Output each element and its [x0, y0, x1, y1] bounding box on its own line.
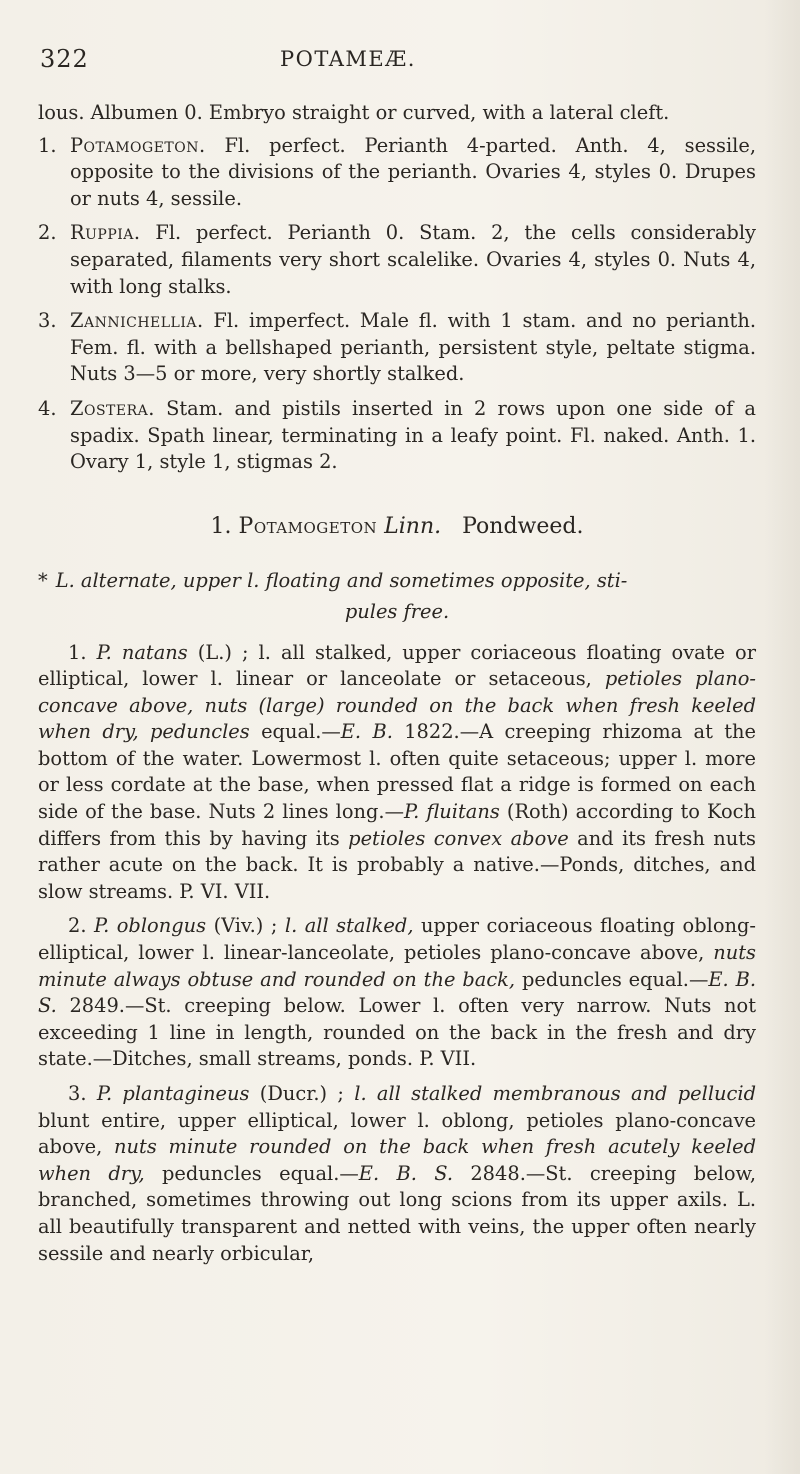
species-text: (Roth) according to Koch differs from this by having its: [38, 800, 757, 850]
entry-number: 3.: [38, 309, 57, 333]
species-entry: [38, 913, 756, 1073]
species-number: 1.: [68, 640, 87, 664]
genus-name: Potamogeton.: [70, 133, 206, 157]
variety-name: P. fluitans: [404, 800, 500, 824]
reference-abbrev: E. B. S.: [38, 967, 756, 1018]
entry-text: Fl. imperfect. Male fl. with 1 stam. and no perianth. Fem. fl. with a bellshaped perianth, persistent style, peltate stigma. Nuts 3—5 or more, very shortly stalked.: [70, 309, 756, 386]
page-edge-shadow: [764, 0, 800, 1474]
genus-heading-common-name: Pondweed.: [462, 513, 584, 539]
species-text: peduncles equal.—: [522, 967, 709, 991]
species-text: upper coriaceous floating oblong-elliptical, lower l. linear-lanceolate, petioles plano-concave above,: [38, 914, 756, 965]
running-title: POTAMEÆ.: [280, 47, 416, 71]
body-text: [38, 100, 756, 1267]
genus-name: Zannichellia.: [70, 309, 204, 333]
species-diagnosis-italic: petioles plano-concave above, nuts (large) rounded on the back when fresh keeled when dry, peduncles: [38, 667, 756, 744]
genus-heading-number: 1.: [210, 513, 232, 539]
entry-number: 1.: [38, 133, 57, 157]
species-diagnosis-italic: l. all stalked,: [284, 914, 414, 938]
species-text: 2848.—St. creeping below, branched, sometimes throwing out long scions from its upper axils. L. all beautifully transparent and netted with veins, the upper often nearly sessile and nearly orbicular,: [38, 1161, 756, 1265]
entry-text: Fl. perfect. Perianth 0. Stam. 2, the cells considerably separated, filaments very short scalelike. Ovaries 4, styles 0. Nuts 4, with long stalks.: [70, 221, 756, 298]
page-number: 322: [40, 45, 89, 73]
species-number: 3.: [68, 1082, 87, 1105]
species-text: (Viv.) ;: [213, 914, 278, 938]
species-name: P. plantagineus: [96, 1082, 250, 1105]
species-entry: [38, 1081, 756, 1267]
species-diagnosis-italic: nuts minute always obtuse and rounded on the back,: [38, 941, 756, 991]
entry-number: 2.: [38, 221, 57, 245]
species-name: P. natans: [96, 640, 188, 664]
genus-heading-author: Linn.: [384, 513, 442, 539]
section-text-line2: pules free.: [344, 599, 450, 623]
section-text-line1: L. alternate, upper l. floating and sometimes opposite, sti-: [55, 569, 628, 593]
genus-key-entry: [38, 220, 756, 300]
entry-text: Stam. and pistils inserted in 2 rows upon one side of a spadix. Spath linear, terminating in a leafy point. Fl. naked. Anth. 1. Ovary 1, style 1, stigmas 2.: [70, 396, 756, 474]
genus-heading: [38, 514, 756, 541]
species-text: (Ducr.) ;: [259, 1082, 344, 1105]
section-mark: *: [38, 569, 48, 593]
species-text: and its fresh nuts rather acute on the back. It is probably a native.—Ponds, ditches, and slow streams. P. VI. VII.: [38, 826, 756, 903]
species-text: (L.) ; l. all stalked, upper coriaceous floating ovate or elliptical, lower l. linear or lanceolate or setaceous,: [38, 640, 756, 691]
entry-text: Fl. perfect. Perianth 4-parted. Anth. 4, sessile, opposite to the divisions of the perianth. Ovaries 4, styles 0. Drupes or nuts 4, sessile.: [70, 133, 756, 210]
species-text: 1822.—A creeping rhizoma at the bottom of the water. Lowermost l. often quite setaceous; upper l. more or less cordate at the base, when pressed flat a ridge is formed on each side of the base. Nuts 2 lines long.—: [38, 720, 756, 824]
species-text: equal.—: [261, 720, 341, 744]
species-diagnosis-italic: petioles convex above: [348, 826, 569, 850]
species-text: peduncles equal.—: [161, 1161, 359, 1185]
genus-heading-name: Potamogeton: [238, 513, 378, 539]
species-number: 2.: [68, 914, 87, 938]
species-text: blunt entire, upper elliptical, lower l. oblong, petioles plano-concave above,: [38, 1108, 756, 1159]
intro-paragraph: lous. Albumen 0. Embryo straight or curved, with a lateral cleft.: [38, 101, 670, 124]
genus-name: Ruppia.: [70, 221, 141, 245]
genus-key-entry: [38, 396, 756, 476]
genus-key-entry: [38, 133, 756, 213]
reference-abbrev: E. B.: [340, 720, 393, 744]
section-heading: [38, 568, 756, 625]
species-diagnosis-italic: nuts minute rounded on the back when fresh acutely keeled when dry,: [38, 1135, 756, 1185]
genus-name: Zostera.: [70, 396, 155, 420]
reference-abbrev: E. B. S.: [358, 1161, 453, 1185]
entry-number: 4.: [38, 396, 57, 420]
species-text: 2849.—St. creeping below. Lower l. often very narrow. Nuts not exceeding 1 line in length, rounded on the back in the fresh and dry state.—Ditches, small streams, ponds. P. VII.: [38, 994, 756, 1071]
species-name: P. oblongus: [94, 914, 207, 938]
species-diagnosis-italic: l. all stalked membranous and pellucid: [354, 1082, 757, 1105]
species-entry: [38, 640, 756, 906]
genus-key-entry: [38, 308, 756, 388]
